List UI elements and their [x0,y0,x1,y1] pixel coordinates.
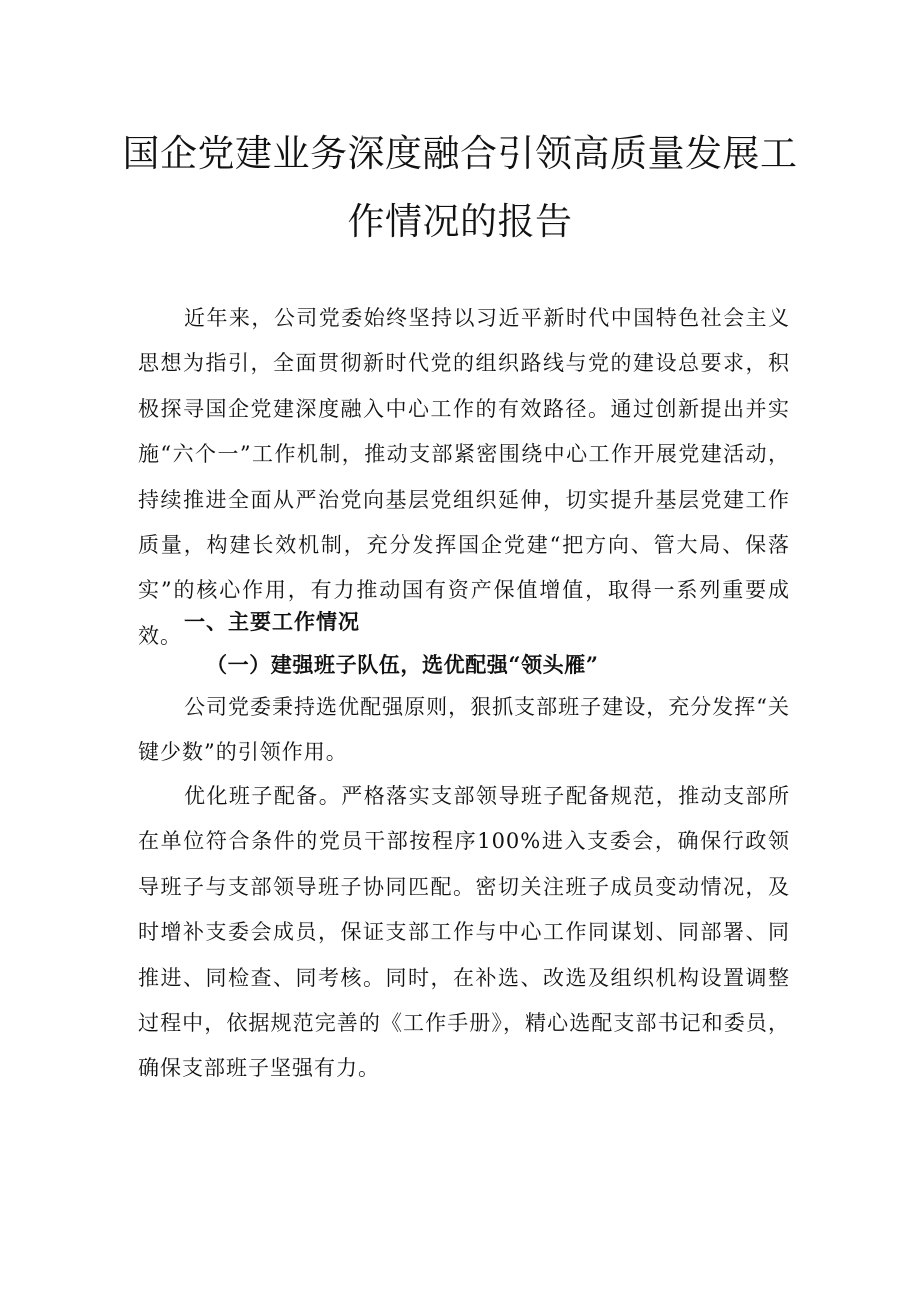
document-title-line-2: 作情况的报告 [347,200,573,243]
subsection-detail-section [138,774,790,1092]
subsection-lead-section [138,685,790,776]
document-title-line-1: 国企党建业务深度融合引领高质量发展工 [122,132,798,175]
subsection-lead-paragraph: 公司党委秉持选优配强原则，狠抓支部班子建设，充分发挥“关键少数”的引领作用。 [138,695,790,765]
intro-paragraph: 近年来，公司党委始终坚持以习近平新时代中国特色社会主义思想为指引，全面贯彻新时代党的组织路线与党的建设总要求，积极探寻国企党建深度融入中心工作的有效路径。通过创新提出并实施“六个一”工作机制，推动支部紧密围绕中心工作开展党建活动，持续推进全面从严治党向基层党组织延伸，切实提升基层党建工作质量，构建长效机制，充分发挥国企党建“把方向、管大局、保落实”的核心作用，有力推动国有资产保值增值，取得一系列重要成效。 [138,306,790,648]
subsection-heading: （一）建强班子队伍，选优配强“领头雁” [206,652,599,677]
section-heading: 一、主要工作情况 [184,609,360,634]
subsection-detail-paragraph: 优化班子配备。严格落实支部领导班子配备规范，推动支部所在单位符合条件的党员干部按程序100%进入支委会，确保行政领导班子与支部领导班子协同匹配。密切关注班子成员变动情况，及时增补支委会成员，保证支部工作与中心工作同谋划、同部署、同推进、同检查、同考核。同时，在补选、改选及组织机构设置调整过程中，依据规范完善的《工作手册》，精心选配支部书记和委员，确保支部班子坚强有力。 [138,784,790,1081]
